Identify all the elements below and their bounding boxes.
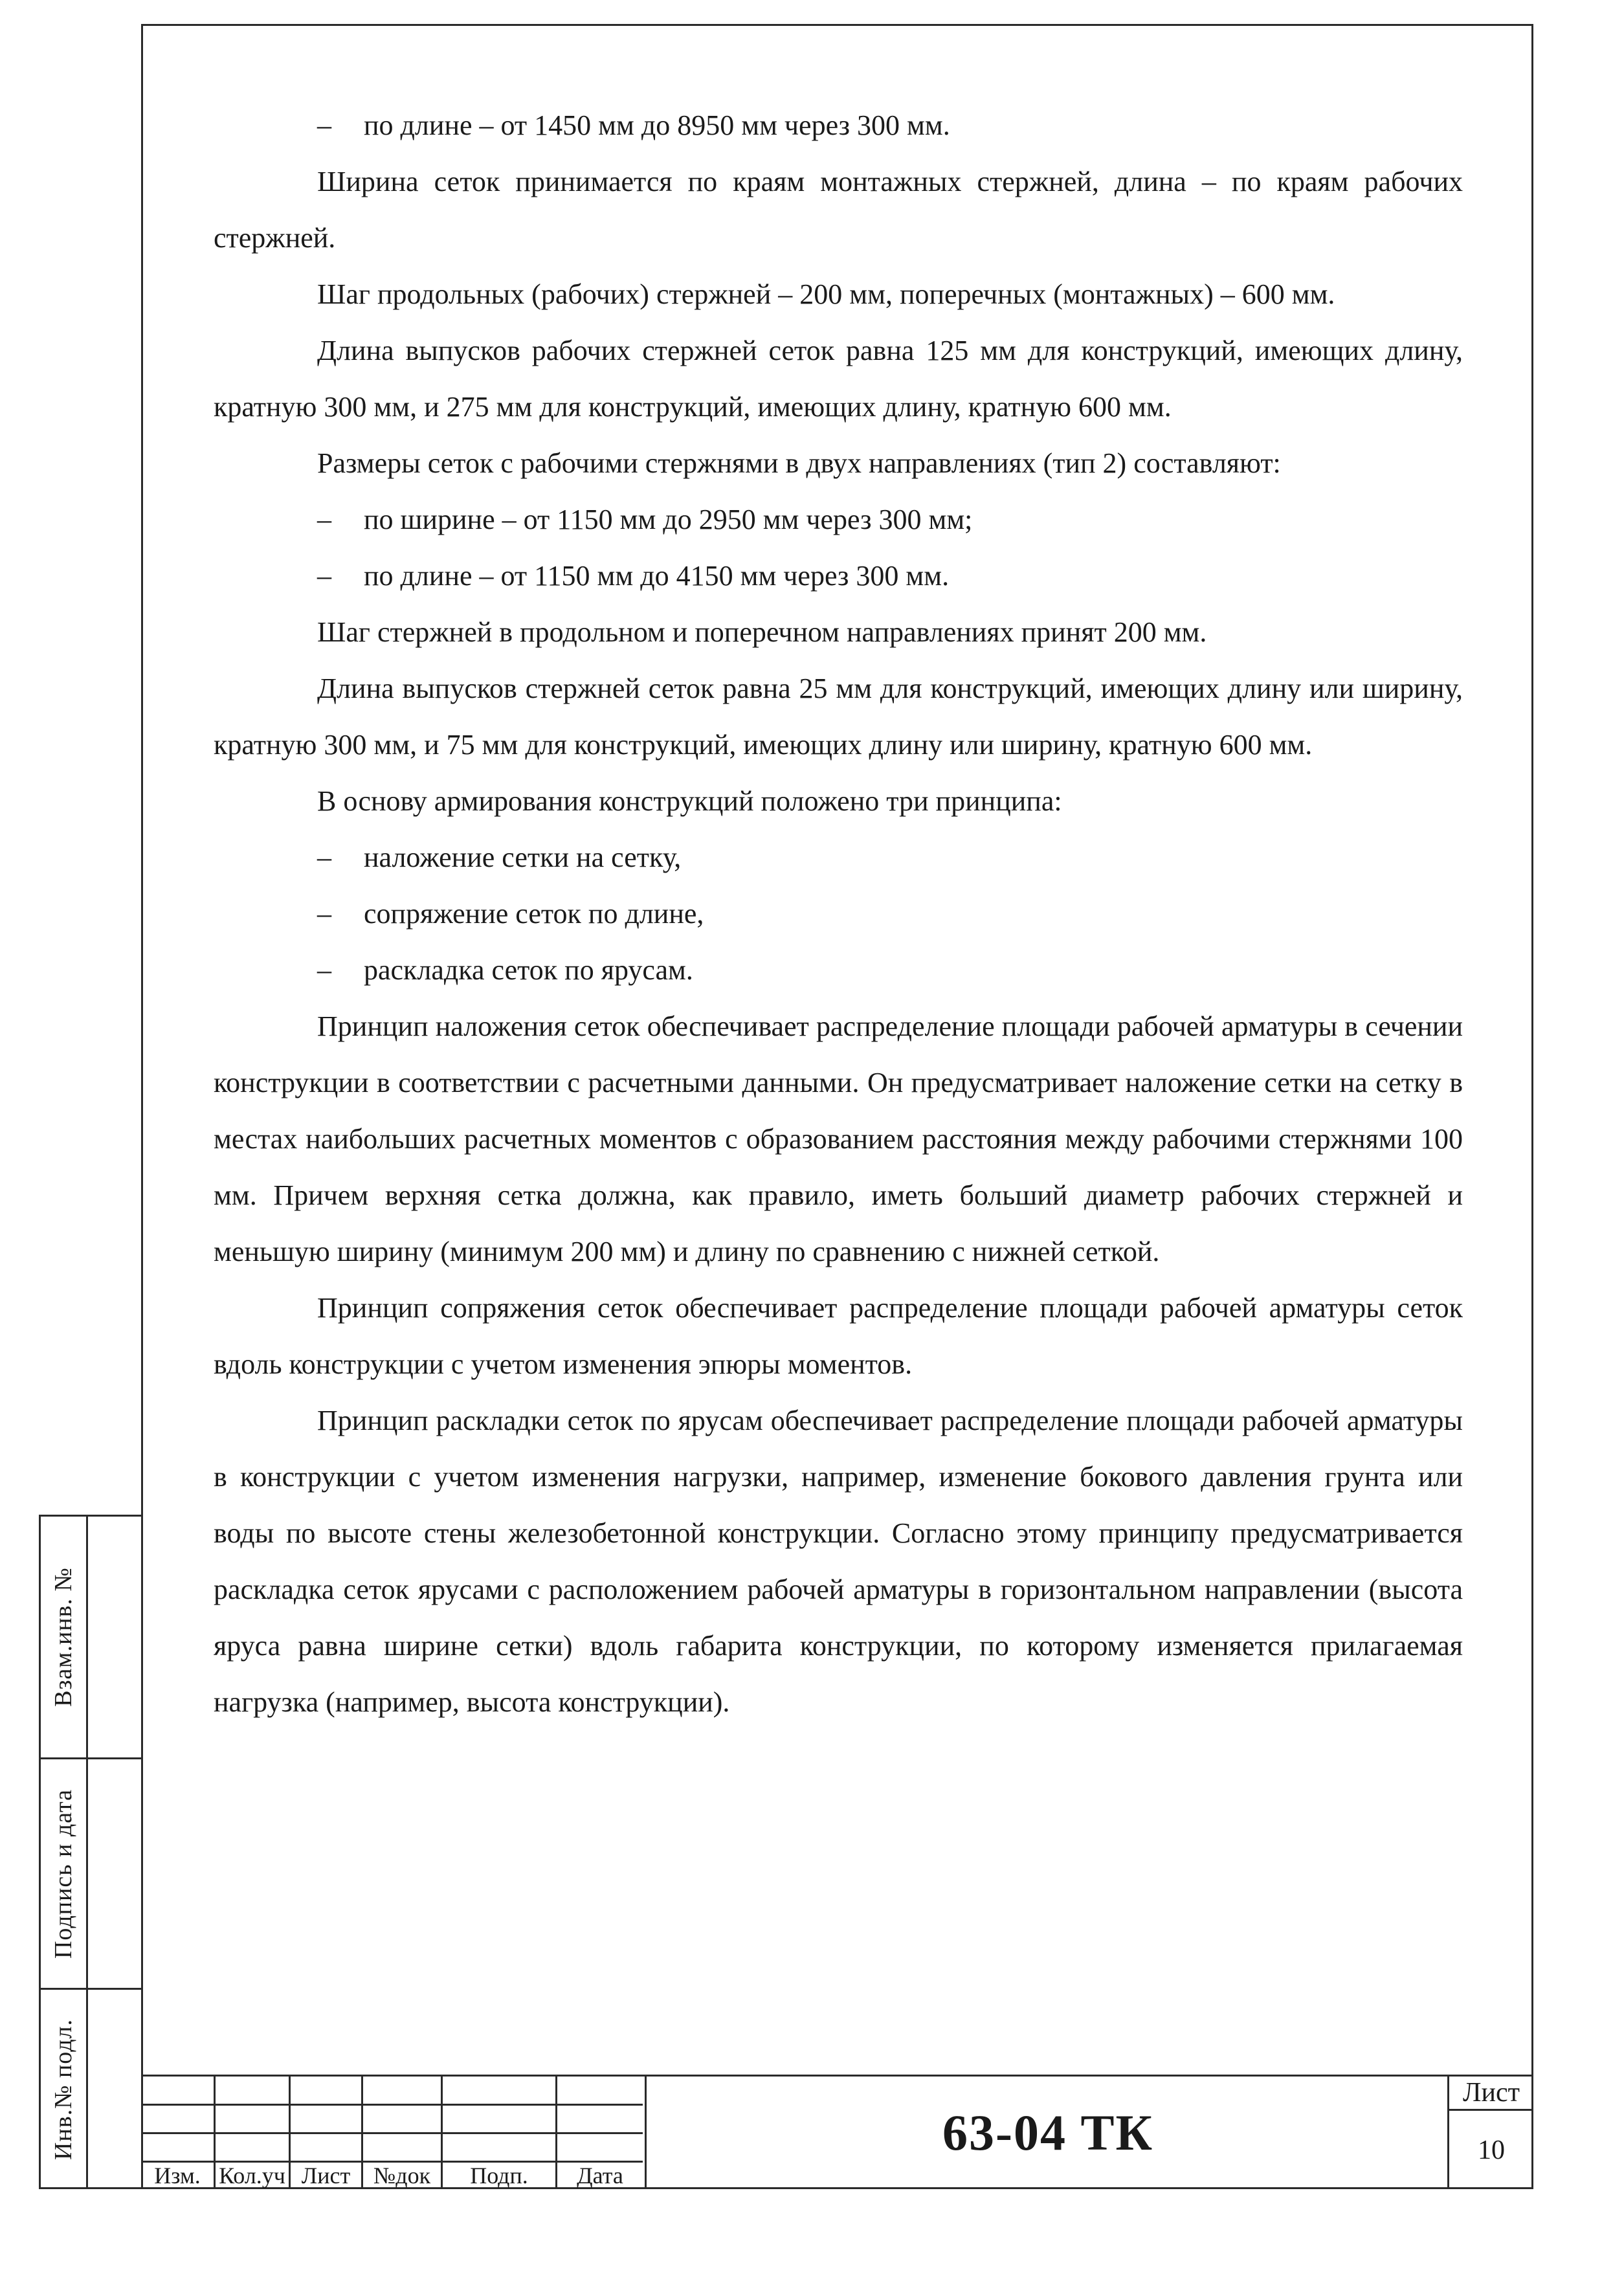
- paragraph: Принцип наложения сеток обеспечивает распределение площади рабочей арматуры в сечении конструкции в соответствии с расчетными данными. Он предусматривает наложение сетки на сетку в местах наибольших расчетных моментов с образованием расстояния между рабочими стержнями 100 мм. Причем верхняя сетка должна, как правило, иметь больший диаметр рабочих стержней и меньшую ширину (минимум 200 мм) и длину по сравнению с нижней сеткой.: [214, 1010, 1463, 1267]
- document-body: [214, 97, 1463, 1730]
- list-item-text: наложение сетки на сетку,: [364, 841, 682, 873]
- signature-date-cell: [41, 1759, 86, 1988]
- signature-date-label: Подпись и дата: [50, 1788, 78, 1959]
- list-item: [214, 942, 1463, 998]
- column-sheet: Лист: [301, 2163, 351, 2188]
- list-item: [214, 97, 1463, 153]
- paragraph: Длина выпусков рабочих стержней сеток равна 125 мм для конструкций, имеющих длину, кратную 300 мм, и 275 мм для конструкций, имеющих длину, кратную 600 мм.: [214, 335, 1463, 423]
- sheet-label: Лист: [1449, 2077, 1533, 2111]
- paragraph: Длина выпусков стержней сеток равна 25 мм для конструкций, имеющих длину или ширину, кратную 300 мм, и 75 мм для конструкций, имеющих длину или ширину, кратную 600 мм.: [214, 673, 1463, 761]
- column-date: Дата: [577, 2163, 623, 2188]
- list-item: [214, 829, 1463, 885]
- revision-row-line: [141, 2104, 643, 2106]
- strip-divider: [86, 1517, 88, 2187]
- list-item: [214, 491, 1463, 548]
- replaced-inventory-cell: [41, 1517, 86, 1757]
- list-item-text: по длине – от 1450 мм до 8950 мм через 300 мм.: [364, 109, 950, 141]
- paragraph: Размеры сеток с рабочими стержнями в двух направлениях (тип 2) составляют:: [317, 447, 1281, 479]
- list-item-text: по ширине – от 1150 мм до 2950 мм через 300 мм;: [364, 504, 973, 535]
- list-item: [214, 548, 1463, 604]
- original-inventory-cell: [41, 1990, 86, 2189]
- paragraph: Шаг продольных (рабочих) стержней – 200 мм, поперечных (монтажных) – 600 мм.: [317, 278, 1335, 310]
- paragraph: Шаг стержней в продольном и поперечном направлениях принят 200 мм.: [317, 616, 1207, 648]
- revision-table: [141, 2077, 643, 2189]
- list-item: [214, 885, 1463, 942]
- column-signature: Подп.: [470, 2163, 528, 2188]
- sheet-number-box: [1447, 2077, 1533, 2189]
- original-inventory-label: Инв.№ подл.: [50, 2018, 78, 2161]
- list-item-text: сопряжение сеток по длине,: [364, 898, 704, 930]
- list-item-text: по длине – от 1150 мм до 4150 мм через 300 мм.: [364, 560, 950, 592]
- replaced-inventory-label: Взам.инв. №: [50, 1567, 78, 1707]
- approval-strip: [39, 1515, 141, 2189]
- paragraph: Принцип сопряжения сеток обеспечивает распределение площади рабочей арматуры сеток вдоль конструкции с учетом изменения эпюры моментов.: [214, 1292, 1463, 1380]
- paragraph: Ширина сеток принимается по краям монтажных стержней, длина – по краям рабочих стержней.: [214, 166, 1463, 254]
- paragraph: Принцип раскладки сеток по ярусам обеспечивает распределение площади рабочей арматуры в конструкции с учетом изменения нагрузки, например, изменение бокового давления грунта или воды по высоте стены железобетонной конструкции. Согласно этому принципу предусматривается раскладка сеток ярусами с расположением рабочей арматуры в горизонтальном направлении (высота яруса равна ширине сетки) вдоль габарита конструкции, по которому изменяется прилагаемая нагрузка (например, высота конструкции).: [214, 1405, 1463, 1718]
- paragraph: В основу армирования конструкций положено три принципа:: [317, 785, 1062, 817]
- document-code: 63-04 ТК: [645, 2077, 1449, 2189]
- column-doc-number: №док: [373, 2163, 431, 2188]
- revision-row-line: [141, 2132, 643, 2134]
- title-block: [141, 2075, 1533, 2189]
- column-qty: Кол.уч: [219, 2163, 285, 2188]
- column-change: Изм.: [154, 2163, 201, 2188]
- list-item-text: раскладка сеток по ярусам.: [364, 954, 693, 986]
- sheet-number: 10: [1478, 2135, 1505, 2165]
